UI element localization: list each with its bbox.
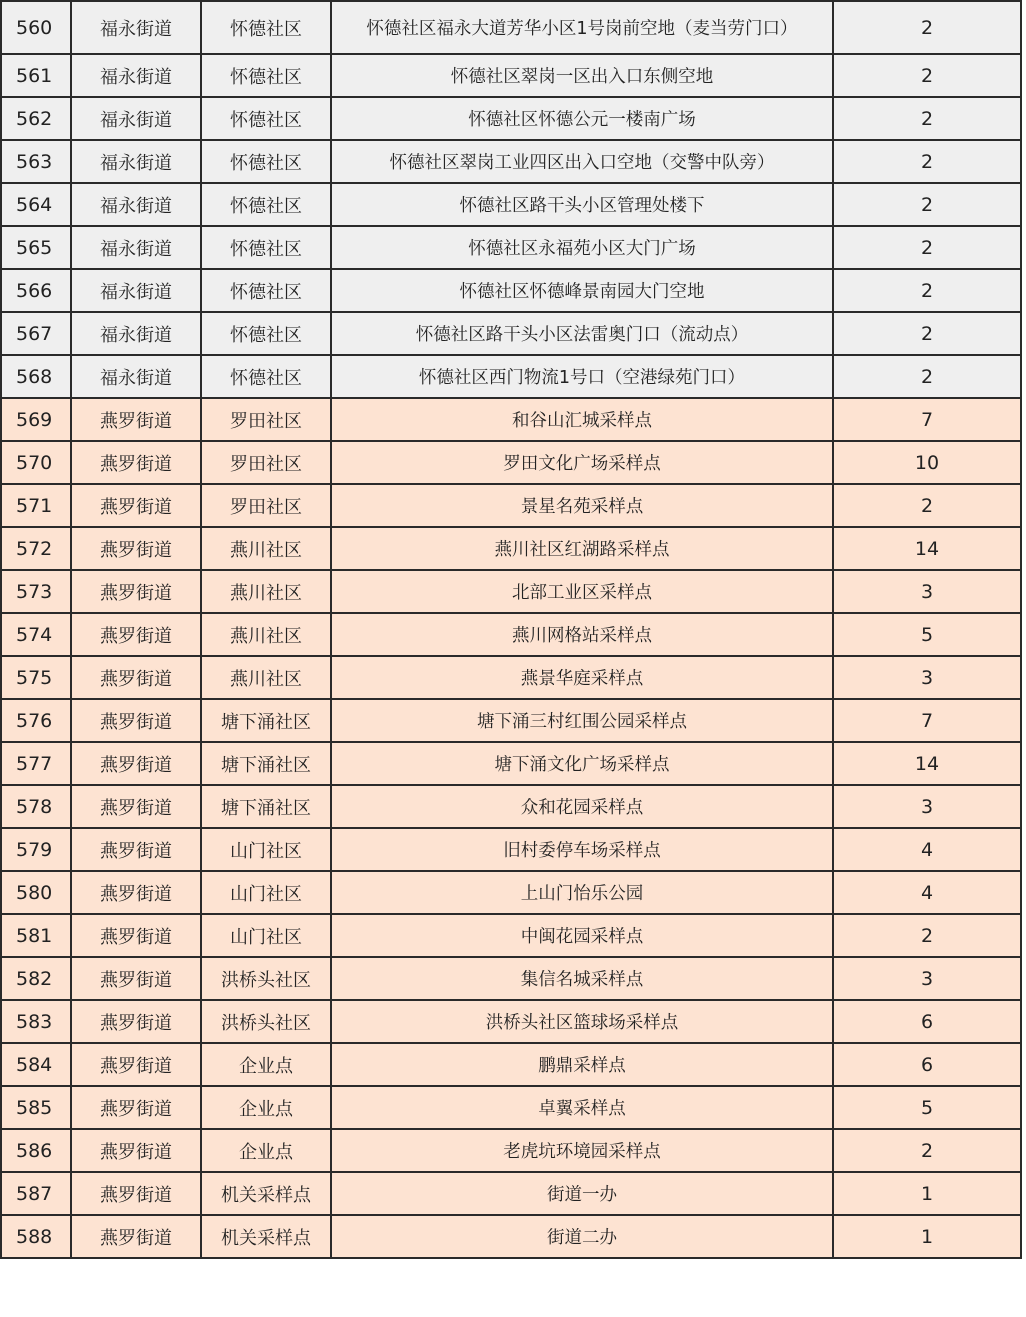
community-cell: 怀德社区 [201, 226, 331, 269]
street-cell: 燕罗街道 [71, 914, 201, 957]
site-cell: 塘下涌三村红围公园采样点 [331, 699, 833, 742]
site-cell: 旧村委停车场采样点 [331, 828, 833, 871]
site-cell: 怀德社区福永大道芳华小区1号岗前空地（麦当劳门口） [331, 1, 833, 54]
count-cell: 3 [833, 656, 1021, 699]
table-row [1, 613, 1021, 656]
table-row [1, 1043, 1021, 1086]
count-cell: 2 [833, 312, 1021, 355]
count-cell: 6 [833, 1000, 1021, 1043]
table-row [1, 527, 1021, 570]
site-cell: 卓翼采样点 [331, 1086, 833, 1129]
row-number-cell: 580 [1, 871, 71, 914]
site-cell: 鹏鼎采样点 [331, 1043, 833, 1086]
street-cell: 燕罗街道 [71, 441, 201, 484]
site-cell: 众和花园采样点 [331, 785, 833, 828]
street-cell: 燕罗街道 [71, 1129, 201, 1172]
community-cell: 企业点 [201, 1086, 331, 1129]
site-cell: 怀德社区怀德公元一楼南广场 [331, 97, 833, 140]
table-row [1, 957, 1021, 1000]
table-row [1, 570, 1021, 613]
row-number-cell: 560 [1, 1, 71, 54]
row-number-cell: 568 [1, 355, 71, 398]
site-cell: 燕川网格站采样点 [331, 613, 833, 656]
count-cell: 7 [833, 699, 1021, 742]
street-cell: 燕罗街道 [71, 398, 201, 441]
row-number-cell: 574 [1, 613, 71, 656]
row-number-cell: 584 [1, 1043, 71, 1086]
row-number-cell: 573 [1, 570, 71, 613]
row-number-cell: 567 [1, 312, 71, 355]
community-cell: 塘下涌社区 [201, 699, 331, 742]
street-cell: 福永街道 [71, 355, 201, 398]
site-cell: 老虎坑环境园采样点 [331, 1129, 833, 1172]
row-number-cell: 565 [1, 226, 71, 269]
community-cell: 山门社区 [201, 871, 331, 914]
count-cell: 6 [833, 1043, 1021, 1086]
table-row [1, 828, 1021, 871]
street-cell: 燕罗街道 [71, 613, 201, 656]
site-cell: 景星名苑采样点 [331, 484, 833, 527]
street-cell: 燕罗街道 [71, 871, 201, 914]
table-row [1, 1086, 1021, 1129]
count-cell: 2 [833, 1, 1021, 54]
row-number-cell: 578 [1, 785, 71, 828]
table-body [1, 1, 1021, 1258]
street-cell: 燕罗街道 [71, 1000, 201, 1043]
community-cell: 罗田社区 [201, 398, 331, 441]
community-cell: 山门社区 [201, 828, 331, 871]
site-cell: 和谷山汇城采样点 [331, 398, 833, 441]
site-cell: 怀德社区怀德峰景南园大门空地 [331, 269, 833, 312]
street-cell: 福永街道 [71, 269, 201, 312]
street-cell: 燕罗街道 [71, 699, 201, 742]
table-row [1, 1000, 1021, 1043]
community-cell: 怀德社区 [201, 355, 331, 398]
street-cell: 燕罗街道 [71, 484, 201, 527]
count-cell: 4 [833, 828, 1021, 871]
row-number-cell: 575 [1, 656, 71, 699]
site-cell: 怀德社区西门物流1号口（空港绿苑门口） [331, 355, 833, 398]
community-cell: 洪桥头社区 [201, 1000, 331, 1043]
community-cell: 塘下涌社区 [201, 785, 331, 828]
site-cell: 街道一办 [331, 1172, 833, 1215]
community-cell: 怀德社区 [201, 269, 331, 312]
count-cell: 2 [833, 54, 1021, 97]
street-cell: 燕罗街道 [71, 828, 201, 871]
count-cell: 4 [833, 871, 1021, 914]
row-number-cell: 563 [1, 140, 71, 183]
row-number-cell: 586 [1, 1129, 71, 1172]
row-number-cell: 572 [1, 527, 71, 570]
street-cell: 福永街道 [71, 97, 201, 140]
count-cell: 2 [833, 269, 1021, 312]
site-cell: 怀德社区路干头小区法雷奥门口（流动点） [331, 312, 833, 355]
row-number-cell: 588 [1, 1215, 71, 1258]
table-row [1, 1129, 1021, 1172]
site-cell: 燕川社区红湖路采样点 [331, 527, 833, 570]
community-cell: 罗田社区 [201, 441, 331, 484]
table-row [1, 140, 1021, 183]
community-cell: 机关采样点 [201, 1215, 331, 1258]
row-number-cell: 569 [1, 398, 71, 441]
site-cell: 怀德社区永福苑小区大门广场 [331, 226, 833, 269]
street-cell: 燕罗街道 [71, 1086, 201, 1129]
community-cell: 企业点 [201, 1043, 331, 1086]
community-cell: 洪桥头社区 [201, 957, 331, 1000]
row-number-cell: 577 [1, 742, 71, 785]
count-cell: 3 [833, 570, 1021, 613]
row-number-cell: 587 [1, 1172, 71, 1215]
site-cell: 怀德社区翠岗一区出入口东侧空地 [331, 54, 833, 97]
community-cell: 怀德社区 [201, 312, 331, 355]
count-cell: 2 [833, 355, 1021, 398]
site-cell: 上山门怡乐公园 [331, 871, 833, 914]
community-cell: 机关采样点 [201, 1172, 331, 1215]
community-cell: 怀德社区 [201, 140, 331, 183]
table-row [1, 1, 1021, 54]
table-row [1, 785, 1021, 828]
community-cell: 怀德社区 [201, 54, 331, 97]
community-cell: 怀德社区 [201, 97, 331, 140]
count-cell: 2 [833, 226, 1021, 269]
street-cell: 福永街道 [71, 54, 201, 97]
table-row [1, 226, 1021, 269]
community-cell: 燕川社区 [201, 527, 331, 570]
street-cell: 燕罗街道 [71, 527, 201, 570]
count-cell: 14 [833, 742, 1021, 785]
site-cell: 燕景华庭采样点 [331, 656, 833, 699]
community-cell: 燕川社区 [201, 613, 331, 656]
site-cell: 北部工业区采样点 [331, 570, 833, 613]
site-cell: 集信名城采样点 [331, 957, 833, 1000]
table-row [1, 656, 1021, 699]
table-row [1, 312, 1021, 355]
count-cell: 3 [833, 957, 1021, 1000]
table-row [1, 54, 1021, 97]
community-cell: 燕川社区 [201, 570, 331, 613]
count-cell: 3 [833, 785, 1021, 828]
street-cell: 福永街道 [71, 1, 201, 54]
table-row [1, 871, 1021, 914]
count-cell: 5 [833, 1086, 1021, 1129]
table-row [1, 355, 1021, 398]
row-number-cell: 570 [1, 441, 71, 484]
street-cell: 福永街道 [71, 226, 201, 269]
site-cell: 塘下涌文化广场采样点 [331, 742, 833, 785]
count-cell: 1 [833, 1215, 1021, 1258]
row-number-cell: 585 [1, 1086, 71, 1129]
site-cell: 怀德社区翠岗工业四区出入口空地（交警中队旁） [331, 140, 833, 183]
street-cell: 福永街道 [71, 183, 201, 226]
site-cell: 洪桥头社区篮球场采样点 [331, 1000, 833, 1043]
street-cell: 燕罗街道 [71, 1043, 201, 1086]
count-cell: 2 [833, 140, 1021, 183]
row-number-cell: 571 [1, 484, 71, 527]
community-cell: 塘下涌社区 [201, 742, 331, 785]
table-row [1, 484, 1021, 527]
site-cell: 罗田文化广场采样点 [331, 441, 833, 484]
table-row [1, 398, 1021, 441]
site-cell: 怀德社区路干头小区管理处楼下 [331, 183, 833, 226]
count-cell: 2 [833, 484, 1021, 527]
row-number-cell: 581 [1, 914, 71, 957]
street-cell: 燕罗街道 [71, 785, 201, 828]
count-cell: 5 [833, 613, 1021, 656]
community-cell: 燕川社区 [201, 656, 331, 699]
street-cell: 燕罗街道 [71, 1215, 201, 1258]
count-cell: 1 [833, 1172, 1021, 1215]
count-cell: 10 [833, 441, 1021, 484]
community-cell: 企业点 [201, 1129, 331, 1172]
site-cell: 街道二办 [331, 1215, 833, 1258]
row-number-cell: 583 [1, 1000, 71, 1043]
row-number-cell: 582 [1, 957, 71, 1000]
street-cell: 燕罗街道 [71, 656, 201, 699]
count-cell: 14 [833, 527, 1021, 570]
table-row [1, 1215, 1021, 1258]
community-cell: 怀德社区 [201, 1, 331, 54]
table-row [1, 441, 1021, 484]
row-number-cell: 564 [1, 183, 71, 226]
count-cell: 2 [833, 1129, 1021, 1172]
community-cell: 山门社区 [201, 914, 331, 957]
street-cell: 燕罗街道 [71, 1172, 201, 1215]
count-cell: 2 [833, 183, 1021, 226]
table-row [1, 914, 1021, 957]
street-cell: 燕罗街道 [71, 570, 201, 613]
table-row [1, 269, 1021, 312]
street-cell: 燕罗街道 [71, 742, 201, 785]
community-cell: 怀德社区 [201, 183, 331, 226]
table-row [1, 699, 1021, 742]
site-cell: 中闽花园采样点 [331, 914, 833, 957]
community-cell: 罗田社区 [201, 484, 331, 527]
table-row [1, 1172, 1021, 1215]
count-cell: 7 [833, 398, 1021, 441]
row-number-cell: 562 [1, 97, 71, 140]
street-cell: 福永街道 [71, 140, 201, 183]
table-row [1, 183, 1021, 226]
row-number-cell: 561 [1, 54, 71, 97]
street-cell: 福永街道 [71, 312, 201, 355]
table-row [1, 97, 1021, 140]
row-number-cell: 579 [1, 828, 71, 871]
row-number-cell: 566 [1, 269, 71, 312]
street-cell: 燕罗街道 [71, 957, 201, 1000]
row-number-cell: 576 [1, 699, 71, 742]
count-cell: 2 [833, 97, 1021, 140]
count-cell: 2 [833, 914, 1021, 957]
table-row [1, 742, 1021, 785]
